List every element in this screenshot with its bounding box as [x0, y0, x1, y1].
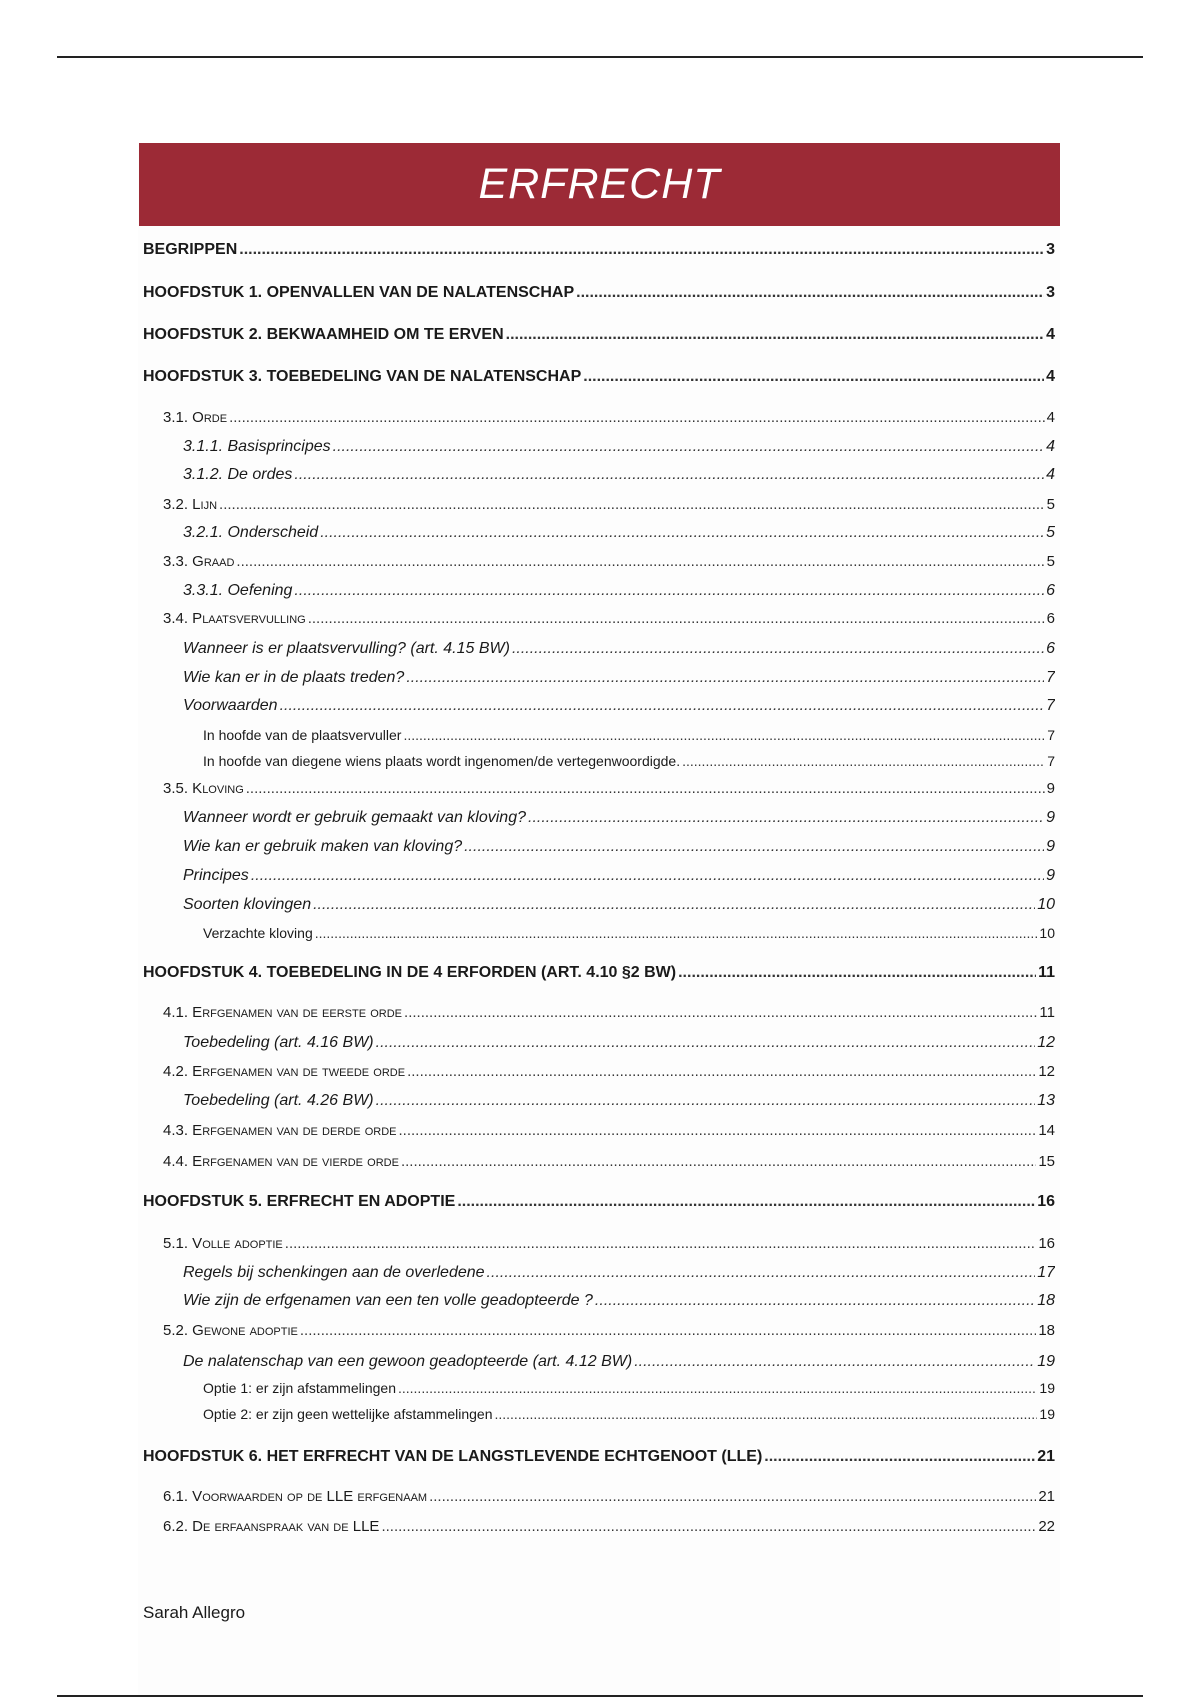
toc-leader-dots	[404, 1001, 1037, 1025]
toc-entry[interactable]	[163, 607, 1055, 631]
toc-leader-dots	[595, 1289, 1035, 1313]
toc-entry[interactable]	[163, 1150, 1055, 1174]
toc-entry-title: Soorten klovingen	[183, 896, 312, 913]
toc-entry-page: 5	[1046, 524, 1055, 541]
toc-leader-dots	[239, 238, 1044, 262]
toc-leader-dots	[399, 1119, 1037, 1143]
toc-entry-page: 16	[1038, 1235, 1055, 1252]
toc-entry[interactable]	[183, 864, 1055, 888]
toc-entry[interactable]	[163, 1485, 1055, 1509]
toc-leader-dots	[583, 365, 1044, 389]
toc-leader-dots	[398, 1376, 1037, 1400]
toc-entry[interactable]	[163, 1515, 1055, 1539]
toc-entry[interactable]	[163, 1060, 1055, 1084]
toc-leader-dots	[285, 1232, 1037, 1256]
toc-entry-page: 9	[1046, 867, 1055, 884]
toc-entry-title: HOOFDSTUK 2. BEKWAAMHEID OM TE ERVEN	[143, 326, 504, 343]
toc-entry[interactable]	[183, 1089, 1055, 1113]
toc-entry-page: 9	[1046, 780, 1055, 797]
toc-entry-title: 3.5. Kloving	[163, 780, 244, 797]
toc-leader-dots	[678, 961, 1036, 985]
toc-entry[interactable]	[203, 921, 1055, 945]
toc-entry-page: 19	[1039, 1380, 1055, 1396]
toc-entry-title: 5.2. Gewone adoptie	[163, 1322, 298, 1339]
toc-entry-page: 7	[1047, 727, 1055, 743]
toc-entry-title: 3.3. Graad	[163, 553, 235, 570]
toc-entry[interactable]	[163, 777, 1055, 801]
toc-leader-dots	[376, 1031, 1036, 1055]
toc-leader-dots	[576, 281, 1044, 305]
toc-leader-dots	[403, 723, 1045, 747]
toc-entry-page: 4	[1046, 368, 1055, 385]
document-title: ERFRECHT	[478, 160, 721, 208]
toc-leader-dots	[294, 463, 1044, 487]
toc-leader-dots	[280, 694, 1045, 718]
toc-entry-title: Wanneer is er plaatsvervulling? (art. 4.15 BW)	[183, 640, 510, 657]
toc-entry-title: Wanneer wordt er gebruik gemaakt van kloving?	[183, 809, 526, 826]
toc-entry[interactable]	[203, 1402, 1055, 1426]
toc-leader-dots	[300, 1319, 1036, 1343]
toc-entry[interactable]	[143, 1445, 1055, 1469]
toc-leader-dots	[219, 493, 1045, 517]
toc-leader-dots	[494, 1402, 1037, 1426]
toc-entry-page: 11	[1038, 964, 1055, 981]
toc-entry-page: 15	[1038, 1153, 1055, 1170]
toc-entry[interactable]	[203, 749, 1055, 773]
toc-leader-dots	[320, 521, 1044, 545]
toc-entry[interactable]	[163, 493, 1055, 517]
toc-entry-title: De nalatenschap van een gewoon geadopteerde (art. 4.12 BW)	[183, 1353, 633, 1370]
toc-leader-dots	[315, 921, 1038, 945]
toc-leader-dots	[229, 406, 1045, 430]
toc-entry-page: 14	[1038, 1122, 1055, 1139]
toc-entry[interactable]	[183, 694, 1055, 718]
toc-entry-title: 3.2. Lijn	[163, 496, 218, 513]
toc-entry-title: Toebedeling (art. 4.16 BW)	[183, 1034, 374, 1051]
toc-entry-title: HOOFDSTUK 6. HET ERFRECHT VAN DE LANGSTLEVENDE ECHTGENOOT (LLE)	[143, 1448, 763, 1465]
toc-entry-page: 18	[1038, 1322, 1055, 1339]
toc-entry-title: Optie 2: er zijn geen wettelijke afstammelingen	[203, 1406, 493, 1422]
toc-entry-page: 16	[1037, 1193, 1055, 1210]
toc-entry[interactable]	[183, 666, 1055, 690]
toc-entry-page: 5	[1046, 553, 1055, 570]
toc-entry[interactable]	[183, 463, 1055, 487]
toc-entry-page: 4	[1046, 438, 1055, 455]
toc-leader-dots	[487, 1261, 1036, 1285]
toc-leader-dots	[764, 1445, 1035, 1469]
toc-entry-page: 18	[1037, 1292, 1055, 1309]
toc-entry[interactable]	[183, 1289, 1055, 1313]
toc-leader-dots	[634, 1350, 1035, 1374]
toc-entry[interactable]	[183, 579, 1055, 603]
toc-entry-title: 5.1. Volle adoptie	[163, 1235, 283, 1252]
toc-entry-page: 6	[1046, 582, 1055, 599]
toc-entry-title: 3.1.2. De ordes	[183, 466, 293, 483]
toc-leader-dots	[308, 607, 1045, 631]
toc-entry-page: 10	[1039, 925, 1055, 941]
toc-entry-title: 4.3. Erfgenamen van de derde orde	[163, 1122, 397, 1139]
toc-leader-dots	[381, 1515, 1036, 1539]
toc-entry[interactable]	[163, 1319, 1055, 1343]
toc-leader-dots	[407, 1060, 1036, 1084]
toc-entry-page: 4	[1046, 409, 1055, 426]
toc-entry-title: BEGRIPPEN	[143, 241, 238, 258]
toc-entry-page: 11	[1039, 1004, 1055, 1021]
toc-entry[interactable]	[163, 550, 1055, 574]
toc-entry-page: 7	[1046, 669, 1055, 686]
bottom-rule	[57, 1695, 1143, 1697]
toc-entry-title: 3.1. Orde	[163, 409, 228, 426]
toc-entry-page: 5	[1046, 496, 1055, 513]
toc-entry-page: 3	[1046, 284, 1055, 301]
toc-leader-dots	[457, 1190, 1035, 1214]
toc-entry-title: HOOFDSTUK 1. OPENVALLEN VAN DE NALATENSCHAP	[143, 284, 575, 301]
toc-entry-page: 19	[1039, 1406, 1055, 1422]
toc-entry[interactable]	[203, 723, 1055, 747]
toc-entry-title: 3.1.1. Basisprincipes	[183, 438, 331, 455]
toc-entry[interactable]	[183, 1031, 1055, 1055]
toc-entry-page: 9	[1046, 838, 1055, 855]
toc-entry[interactable]	[143, 281, 1055, 305]
toc-entry[interactable]	[183, 893, 1055, 917]
toc-entry-title: 4.1. Erfgenamen van de eerste orde	[163, 1004, 403, 1021]
toc-entry[interactable]	[143, 365, 1055, 389]
toc-entry-title: In hoofde van diegene wiens plaats wordt ingenomen/de vertegenwoordigde.	[203, 753, 681, 769]
toc-entry-page: 9	[1046, 809, 1055, 826]
toc-entry-page: 10	[1037, 896, 1055, 913]
toc-entry[interactable]	[143, 238, 1055, 262]
toc-entry-title: 4.2. Erfgenamen van de tweede orde	[163, 1063, 406, 1080]
toc-entry[interactable]	[183, 521, 1055, 545]
toc-entry[interactable]	[183, 1350, 1055, 1374]
toc-entry[interactable]	[143, 323, 1055, 347]
toc-entry-page: 21	[1037, 1448, 1055, 1465]
toc-entry[interactable]	[163, 1232, 1055, 1256]
toc-entry-page: 13	[1037, 1092, 1055, 1109]
toc-entry[interactable]	[183, 435, 1055, 459]
toc-entry-title: HOOFDSTUK 3. TOEBEDELING VAN DE NALATENSCHAP	[143, 368, 582, 385]
toc-leader-dots	[333, 435, 1044, 459]
toc-entry-page: 7	[1046, 697, 1055, 714]
toc-entry-title: Regels bij schenkingen aan de overledene	[183, 1264, 485, 1281]
toc-entry-page: 6	[1046, 610, 1055, 627]
toc-entry-title: Optie 1: er zijn afstammelingen	[203, 1380, 396, 1396]
toc-entry[interactable]	[143, 1190, 1055, 1214]
toc-entry-title: In hoofde van de plaatsvervuller	[203, 727, 402, 743]
toc-entry-page: 19	[1037, 1353, 1055, 1370]
toc-leader-dots	[512, 637, 1044, 661]
toc-entry-page: 4	[1046, 466, 1055, 483]
toc-entry-page: 17	[1037, 1264, 1055, 1281]
toc-leader-dots	[429, 1485, 1036, 1509]
toc-leader-dots	[246, 777, 1045, 801]
toc-leader-dots	[464, 835, 1044, 859]
toc-entry-title: Wie zijn de erfgenamen van een ten volle geadopteerde ?	[183, 1292, 593, 1309]
toc-leader-dots	[236, 550, 1044, 574]
toc-entry-title: Wie kan er gebruik maken van kloving?	[183, 838, 463, 855]
toc-entry-title: HOOFDSTUK 5. ERFRECHT EN ADOPTIE	[143, 1193, 456, 1210]
toc-entry-title: Toebedeling (art. 4.26 BW)	[183, 1092, 374, 1109]
toc-entry[interactable]	[183, 1261, 1055, 1285]
author-name: Sarah Allegro	[143, 1603, 246, 1622]
toc-entry-page: 6	[1046, 640, 1055, 657]
toc-entry-page: 4	[1046, 326, 1055, 343]
toc-entry[interactable]	[163, 1001, 1055, 1025]
toc-entry-title: Wie kan er in de plaats treden?	[183, 669, 405, 686]
toc-leader-dots	[294, 579, 1044, 603]
toc-entry-title: Voorwaarden	[183, 697, 278, 714]
toc-entry[interactable]	[163, 1119, 1055, 1143]
toc-entry-page: 12	[1038, 1063, 1055, 1080]
toc-entry[interactable]	[183, 806, 1055, 830]
toc-leader-dots	[506, 323, 1044, 347]
toc-leader-dots	[313, 893, 1035, 917]
toc-entry-title: Verzachte kloving	[203, 925, 313, 941]
toc-leader-dots	[682, 749, 1045, 773]
toc-leader-dots	[406, 666, 1044, 690]
toc-entry-title: HOOFDSTUK 4. TOEBEDELING IN DE 4 ERFORDEN (ART. 4.10 §2 BW)	[143, 964, 677, 981]
toc-entry-title: 3.4. Plaatsvervulling	[163, 610, 306, 627]
toc-leader-dots	[401, 1150, 1036, 1174]
toc-entry-page: 3	[1046, 241, 1055, 258]
toc-leader-dots	[251, 864, 1044, 888]
toc-entry-page: 21	[1038, 1488, 1055, 1505]
toc-entry-page: 7	[1047, 753, 1055, 769]
toc-entry-page: 12	[1037, 1034, 1055, 1051]
toc-entry-page: 22	[1038, 1518, 1055, 1535]
toc-entry-title: Principes	[183, 867, 249, 884]
toc-leader-dots	[528, 806, 1044, 830]
toc-entry-title: 4.4. Erfgenamen van de vierde orde	[163, 1153, 399, 1170]
toc-entry-title: 3.3.1. Oefening	[183, 582, 293, 599]
toc-entry-title: 6.1. Voorwaarden op de LLE erfgenaam	[163, 1488, 428, 1505]
toc-entry[interactable]	[183, 835, 1055, 859]
toc-entry[interactable]	[143, 961, 1055, 985]
toc-entry[interactable]	[203, 1376, 1055, 1400]
toc-entry-title: 6.2. De erfaanspraak van de LLE	[163, 1518, 380, 1535]
toc-entry-title: 3.2.1. Onderscheid	[183, 524, 319, 541]
toc-leader-dots	[376, 1089, 1036, 1113]
toc-entry[interactable]	[163, 406, 1055, 430]
toc-entry[interactable]	[183, 637, 1055, 661]
